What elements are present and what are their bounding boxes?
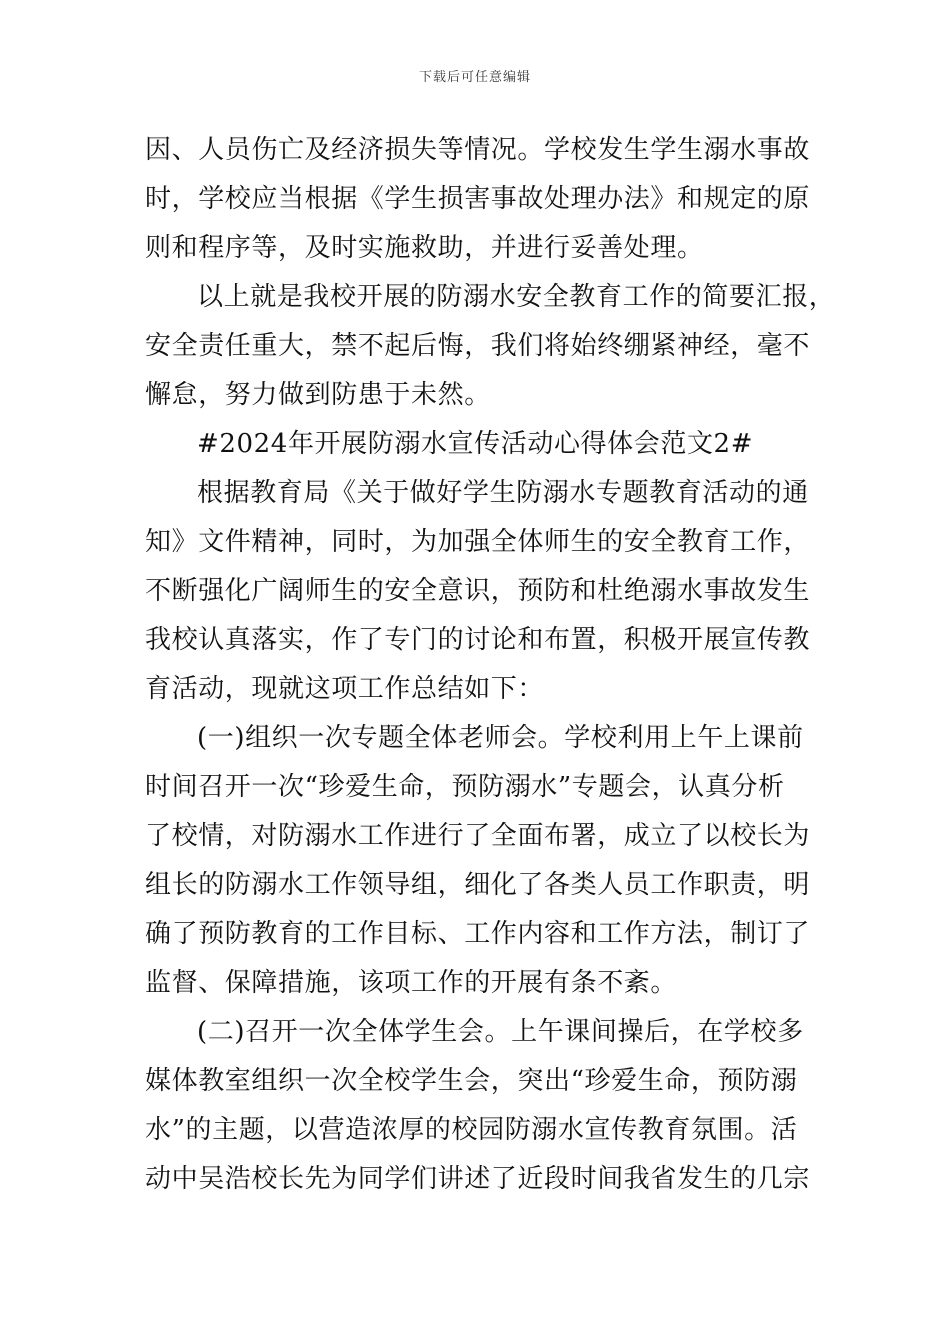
text-line: (二)召开一次全体学生会。上午课间操后，在学校多 (197, 1017, 804, 1047)
text-line: 不断强化广阔师生的安全意识，预防和杜绝溺水事故发生 (145, 576, 811, 606)
document-body (145, 126, 835, 1204)
text-line: 组长的防溺水工作领导组，细化了各类人员工作职责，明 (145, 870, 811, 900)
text-line: 监督、保障措施，该项工作的开展有条不紊。 (145, 968, 678, 998)
text-line: 媒体教室组织一次全校学生会，突出“珍爱生命，预防溺 (145, 1066, 798, 1096)
text-line: 水”的主题，以营造浓厚的校园防溺水宣传教育氛围。活 (145, 1115, 798, 1145)
section-heading: #2024年开展防溺水宣传活动心得体会范文2# (197, 429, 754, 459)
text-line: 动中吴浩校长先为同学们讲述了近段时间我省发生的几宗 (145, 1164, 811, 1194)
text-line: 因、人员伤亡及经济损失等情况。学校发生学生溺水事故 (145, 135, 811, 165)
text-line: 育活动，现就这项工作总结如下： (145, 674, 545, 704)
text-line: 则和程序等，及时实施救助，并进行妥善处理。 (145, 233, 704, 263)
text-line: 以上就是我校开展的防溺水安全教育工作的简要汇报， (197, 282, 836, 312)
text-line: 懈怠，努力做到防患于未然。 (145, 380, 491, 410)
text-line: 知》文件精神，同时，为加强全体师生的安全教育工作， (145, 527, 811, 557)
text-line: 确了预防教育的工作目标、工作内容和工作方法，制订了 (145, 919, 811, 949)
text-line: 根据教育局《关于做好学生防溺水专题教育活动的通 (197, 478, 809, 508)
text-line: 我校认真落实，作了专门的讨论和布置，积极开展宣传教 (145, 625, 811, 655)
text-line: 了校情，对防溺水工作进行了全面布署，成立了以校长为 (145, 821, 811, 851)
text-line: 安全责任重大，禁不起后悔，我们将始终绷紧神经，毫不 (145, 331, 811, 361)
text-line: 时，学校应当根据《学生损害事故处理办法》和规定的原 (145, 184, 811, 214)
page-header: 下载后可任意编辑 (418, 70, 531, 85)
text-line: (一)组织一次专题全体老师会。学校利用上午上课前 (197, 723, 804, 753)
text-line: 时间召开一次“珍爱生命，预防溺水”专题会，认真分析 (145, 772, 785, 802)
